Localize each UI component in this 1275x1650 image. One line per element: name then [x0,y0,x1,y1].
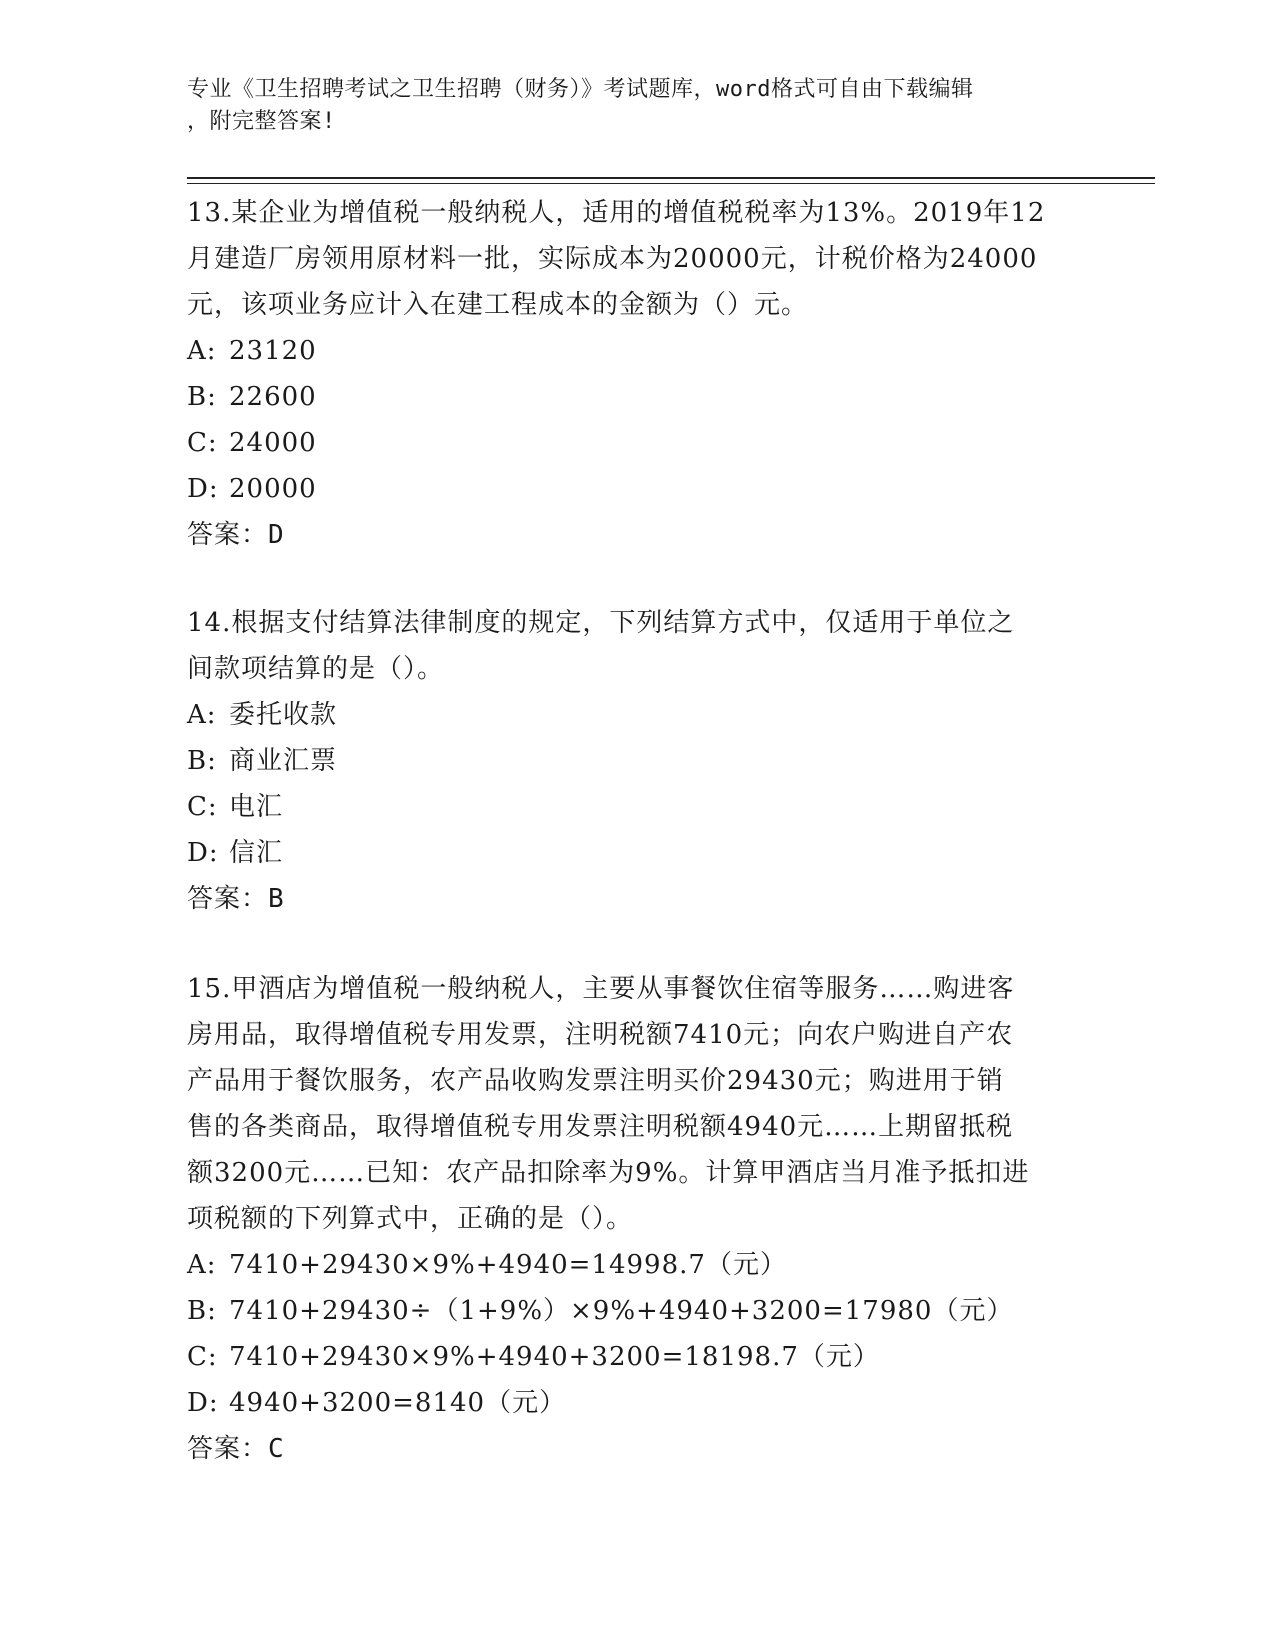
option-d [187,466,1087,512]
question-stem-line: 售的各类商品，取得增值税专用发票注明税额4940元……上期留抵税 [187,1112,1014,1142]
option-a [187,328,1087,374]
option-d [187,830,1087,876]
option-c [187,420,1087,466]
option-letter: A: [187,1250,217,1280]
question-stem-line: 15.甲酒店为增值税一般纳税人，主要从事餐饮住宿等服务……购进客 [187,974,1015,1004]
question-stem-line: 间款项结算的是（）。 [187,654,445,684]
question-14 [187,600,1087,922]
option-letter: C: [187,428,218,458]
option-letter: A: [187,336,217,366]
option-letter: A: [187,700,217,730]
question-stem-line: 房用品，取得增值税专用发票，注明税额7410元；向农户购进自产农 [187,1020,1014,1050]
option-text: 信汇 [229,838,284,868]
answer-line: 答案：C [187,1434,285,1464]
option-text: 22600 [229,382,317,412]
question-stem-line: 13.某企业为增值税一般纳税人，适用的增值税税率为13%。2019年12 [187,198,1046,228]
option-text: 4940+3200=8140（元） [229,1388,567,1418]
option-letter: D: [187,838,219,868]
option-text: 7410+29430×9%+4940=14998.7（元） [229,1250,787,1280]
question-15 [187,966,1087,1472]
option-letter: B: [187,746,217,776]
option-c [187,784,1087,830]
question-stem-line: 元，该项业务应计入在建工程成本的金额为（）元。 [187,290,809,320]
option-text: 7410+29430×9%+4940+3200=18198.7（元） [229,1342,880,1372]
question-stem-line: 额3200元……已知：农产品扣除率为9%。计算甲酒店当月准予抵扣进 [187,1158,1030,1188]
question-stem-line: 产品用于餐饮服务，农产品收购发票注明买价29430元；购进用于销 [187,1066,1004,1096]
option-letter: D: [187,1388,219,1418]
option-text: 23120 [229,336,317,366]
option-letter: B: [187,1296,217,1326]
header-divider-thick [187,177,1155,179]
document-header [187,74,1067,138]
header-line-2: ，附完整答案! [187,109,336,134]
option-letter: B: [187,382,217,412]
option-letter: D: [187,474,219,504]
option-c [187,1334,1087,1380]
answer-line: 答案：B [187,884,285,914]
option-letter: C: [187,792,218,822]
question-stem-line: 月建造厂房领用原材料一批，实际成本为20000元，计税价格为24000 [187,244,1038,274]
question-13 [187,190,1087,558]
option-text: 委托收款 [229,700,338,730]
question-stem-line: 项税额的下列算式中，正确的是（）。 [187,1204,634,1234]
option-text: 电汇 [229,792,284,822]
option-b [187,374,1087,420]
option-text: 商业汇票 [229,746,338,776]
header-line-1: 专业《卫生招聘考试之卫生招聘（财务）》考试题库，word格式可自由下载编辑 [187,77,974,102]
option-text: 24000 [229,428,317,458]
option-text: 20000 [229,474,317,504]
option-a [187,1242,1087,1288]
answer-line: 答案：D [187,520,285,550]
header-divider-thin [187,183,1155,184]
option-letter: C: [187,1342,218,1372]
option-text: 7410+29430÷（1+9%）×9%+4940+3200=17980（元） [229,1296,1014,1326]
option-b [187,738,1087,784]
option-a [187,692,1087,738]
option-b [187,1288,1087,1334]
option-d [187,1380,1087,1426]
question-stem-line: 14.根据支付结算法律制度的规定，下列结算方式中，仅适用于单位之 [187,608,1015,638]
